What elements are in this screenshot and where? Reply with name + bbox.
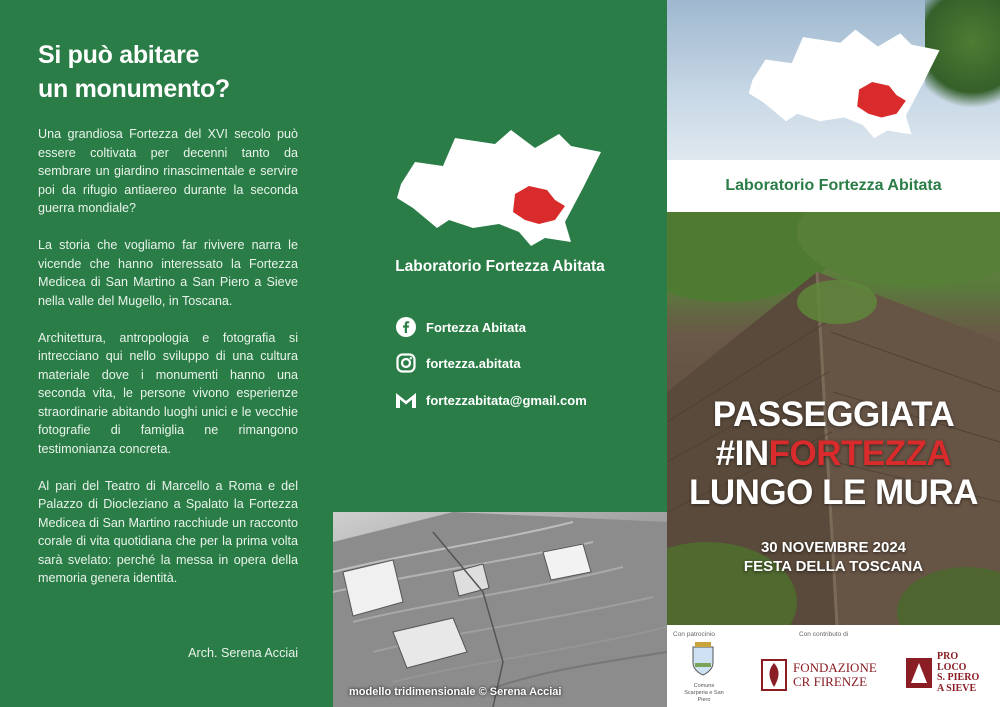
gmail-icon [395,389,417,411]
comune-line2: Scarperia e San Piero [684,690,724,703]
fondazione-mark-icon [761,659,787,691]
sky-photo [667,0,1000,160]
proloco-logo [905,651,989,694]
middle-panel [333,0,667,707]
proloco-line4: A SIEVE [937,682,977,694]
left-body-text [38,125,298,606]
comune-line1: Comune [693,683,715,689]
comune-label [681,683,727,704]
event-name: FESTA DELLA TOSCANA [743,558,924,575]
facebook-contact[interactable] [395,316,526,338]
proloco-text [937,652,979,694]
sponsors-strip [667,625,1000,707]
paragraph-1: Una grandiosa Fortezza del XVI secolo può essere coltivata per decenni tanto da sembrare un giardino rinascimentale e servire poi da rifugio antiaereo durante la seconda guerra mondiale? [38,127,298,215]
proloco-line3: S. PIERO [937,672,980,683]
mid-lab-title: Laboratorio Fortezza Abitata [395,258,605,275]
paragraph-2: La storia che vogliamo far rivivere narra le vicende che hanno interessato la Fortezza Medicea di San Martino a San Piero a Sieve nella valle del Mugello, in Toscana. [38,238,298,308]
fondazione-logo [761,655,887,695]
fortress-map-icon [395,124,607,248]
event-title-fortezza: FORTEZZA [768,434,952,473]
proloco-line1: PRO [937,651,959,662]
instagram-contact[interactable] [395,352,521,374]
fondazione-line1: FONDAZIONE [793,660,877,675]
instagram-icon [395,352,417,374]
model-drawing [333,512,667,707]
email-contact[interactable] [395,389,587,411]
proloco-line2: LOCO [937,661,967,673]
lab-title-band [667,160,1000,212]
facebook-icon [395,316,417,338]
model-caption: modello tridimensionale © Serena Acciai [349,686,562,698]
left-panel [0,0,333,707]
instagram-label: fortezza.abitata [426,355,521,371]
left-title [38,38,318,106]
paragraph-3: Architettura, antropologia e fotografia si intrecciano qui nello sviluppo di una cultura materiale dove i monumenti hanno una seconda vita, le persone vivono esperienze straordinarie abitando luoghi unici e le vecchie fotografie di famiglia ne rimangono testimonianza concreta. [38,330,298,456]
fondazione-line2: CR FIRENZE [793,674,868,689]
event-title-in: #IN [715,434,769,473]
right-lab-title: Laboratorio Fortezza Abitata [725,177,942,194]
paragraph-4: Al pari del Teatro di Marcello a Roma e del Palazzo di Diocleziano a Spalato la Fortezza Medicea di San Martino racchiude un racconto corale di vita quotidiana che per la prima volta sarà svelato: perché la messa in opera della memoria genera identità. [38,478,298,585]
proloco-mark-icon [905,657,933,689]
event-title-line2 [667,435,1000,473]
right-panel [667,0,1000,707]
left-title-line1: Si può abitare [38,41,200,69]
event-title-line3: LUNGO LE MURA [688,473,979,512]
left-title-line2: un monumento? [38,75,230,103]
event-title-line1: PASSEGGIATA [712,395,955,434]
facebook-label: Fortezza Abitata [426,319,526,335]
municipal-crest-icon [689,641,717,677]
event-date: 30 NOVEMBRE 2024 [760,539,907,556]
contribution-label: Con contributo di [799,631,849,638]
signature: Arch. Serena Acciai [188,646,298,660]
patronage-label: Con patrocinio [673,631,715,638]
email-label: fortezzabitata@gmail.com [426,392,587,408]
fortress-map-icon [743,24,949,140]
fondazione-text [793,661,877,689]
model-photo [333,512,667,707]
